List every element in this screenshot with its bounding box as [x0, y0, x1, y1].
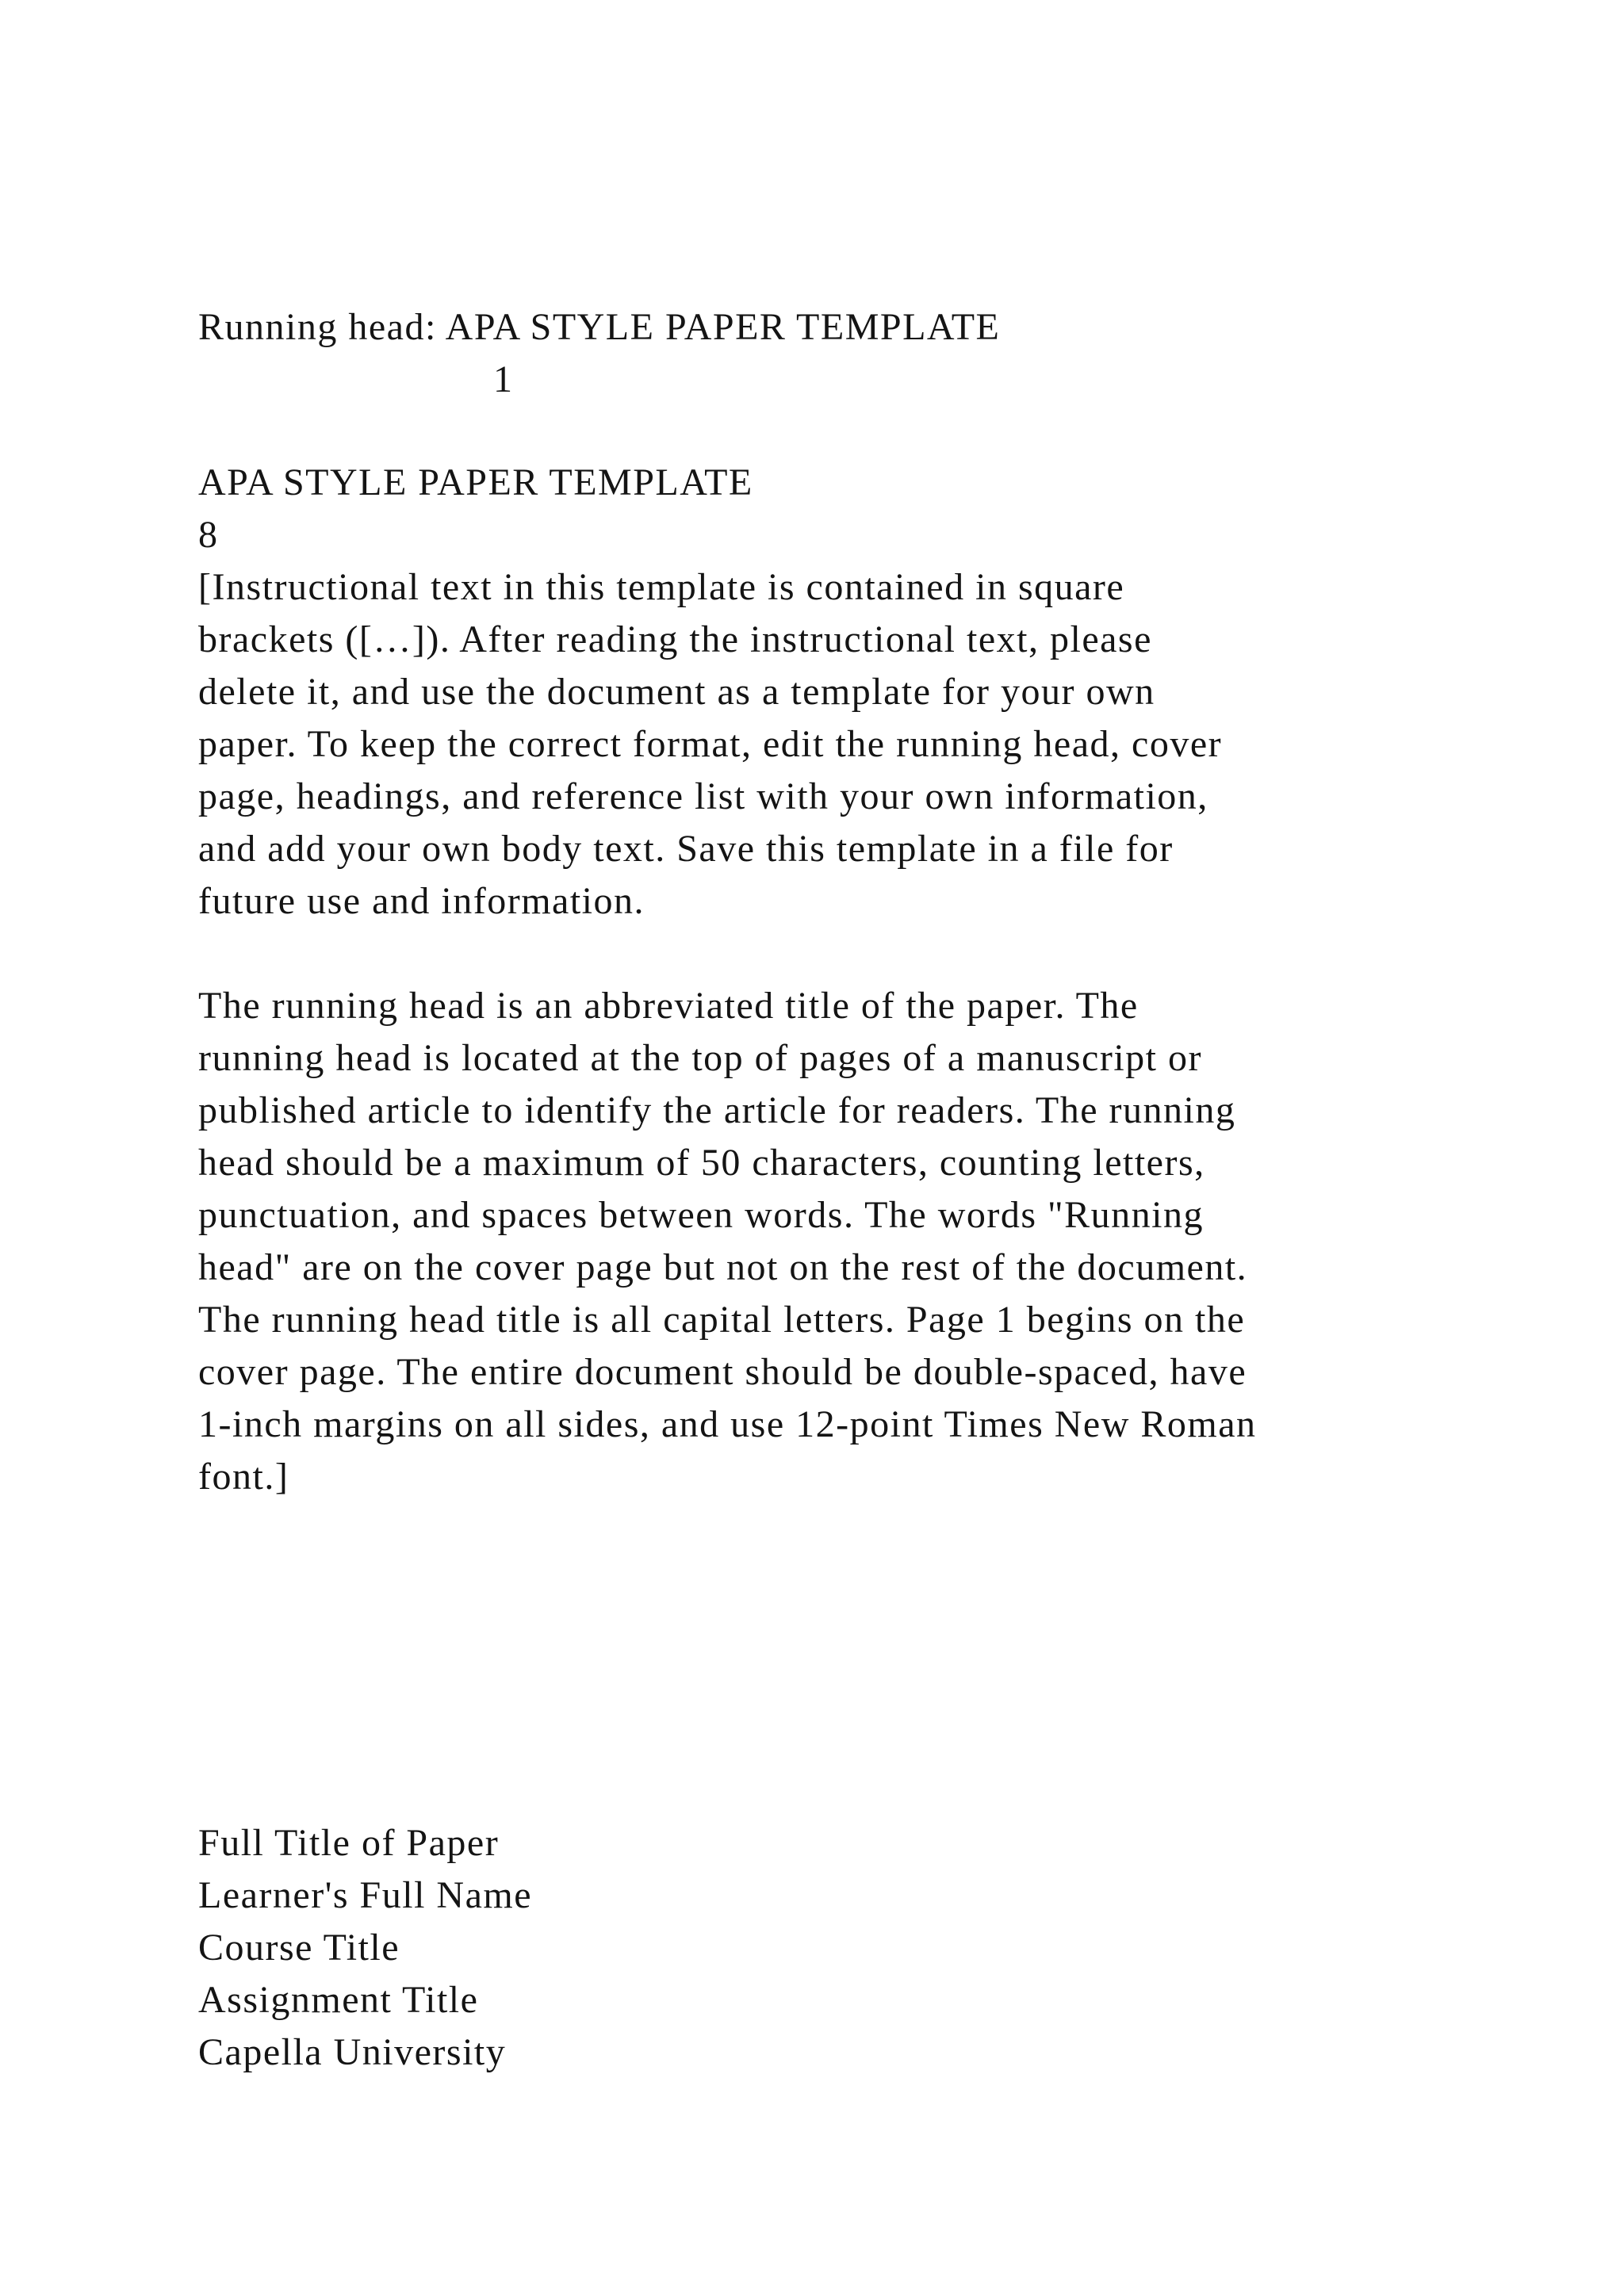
cover-page-number: 1 [493, 358, 514, 400]
paragraph-line: paper. To keep the correct format, edit the running head, cover [198, 723, 1223, 765]
paragraph-line: running head is located at the top of pages of a manuscript or [198, 1037, 1202, 1079]
assignment-title: Assignment Title [198, 1979, 479, 2021]
paragraph-line: brackets ([…]). After reading the instructional text, please [198, 618, 1152, 660]
paragraph-line: head should be a maximum of 50 characters, counting letters, [198, 1142, 1205, 1184]
paragraph-line: published article to identify the article for readers. The running [198, 1089, 1236, 1131]
institution-name: Capella University [198, 2031, 507, 2073]
paragraph-line: future use and information. [198, 880, 645, 922]
running-head: Running head: APA STYLE PAPER TEMPLATE [198, 306, 1001, 348]
learner-name: Learner's Full Name [198, 1874, 533, 1916]
paragraph-line: delete it, and use the document as a template for your own [198, 671, 1155, 713]
paragraph-line: punctuation, and spaces between words. The words "Running [198, 1194, 1204, 1236]
paragraph-line: 1-inch margins on all sides, and use 12-point Times New Roman [198, 1403, 1257, 1445]
paragraph-line: head" are on the cover page but not on the rest of the document. [198, 1246, 1248, 1288]
paragraph-line: [Instructional text in this template is contained in square [198, 566, 1125, 608]
paper-title: Full Title of Paper [198, 1822, 500, 1864]
paragraph-line: and add your own body text. Save this template in a file for [198, 828, 1174, 870]
paragraph-line: font.] [198, 1456, 289, 1498]
paragraph-line: cover page. The entire document should be double-spaced, have [198, 1351, 1247, 1393]
paragraph-line: page, headings, and reference list with your own information, [198, 775, 1208, 817]
paragraph-line: The running head is an abbreviated title of the paper. The [198, 985, 1139, 1027]
header-page-number: 8 [198, 514, 219, 556]
paragraph-line: The running head title is all capital letters. Page 1 begins on the [198, 1299, 1246, 1341]
course-title: Course Title [198, 1927, 400, 1969]
header-title: APA STYLE PAPER TEMPLATE [198, 461, 753, 503]
